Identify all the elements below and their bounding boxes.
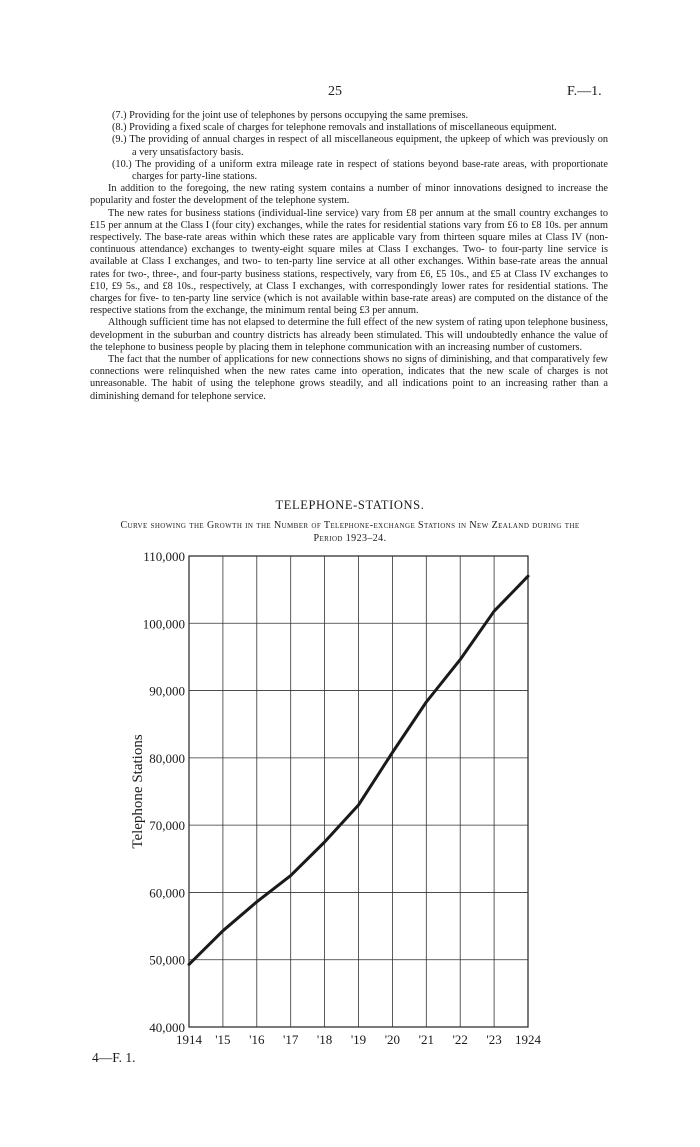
- paragraph: In addition to the foregoing, the new rating system contains a number of minor innovations designed to increase the popularity and foster the development of the telephone system.: [90, 183, 608, 207]
- x-tick-label: '21: [418, 1032, 434, 1047]
- x-tick-label: 1914: [176, 1032, 202, 1047]
- paragraph: The new rates for business stations (individual-line service) vary from £8 per annum at the small country exchanges to £15 per annum at the Class I (four city) exchanges, while the rates for residential stations vary from £6 to £8 10s. per annum respectively. The base-rate areas within which these rates are applicable vary from thirteen square miles at Class IV (non-continuous attendance) exchanges to twenty-eight square miles at Class I exchanges. Two- to four-party line service is available at Class I exchanges, and two- to ten-party line service at all other exchanges. Within base-rate areas the annual rates for two-, three-, and four-party business stations, respectively, vary from £6, £5 10s., and £5 at Class IV exchanges to £10, £9 5s., and £8 10s., respectively, at Class I exchanges, with correspondingly lower rates for residential stations. The charges for five- to ten-party line service (which is not available within base-rate areas) are computed on the distance of the respective stations from the exchange, the minimum rental being £3 per annum.: [90, 207, 608, 317]
- y-tick-label: 80,000: [149, 750, 185, 766]
- page-footer: 4—F. 1.: [92, 1050, 136, 1065]
- y-tick-label: 40,000: [149, 1020, 185, 1035]
- chart-caption: Curve showing the Growth in the Number of Telephone-exchange Stations in New Zealand during the Period 1923–24.: [120, 520, 580, 544]
- y-tick-label: 50,000: [149, 952, 185, 968]
- document-reference: F.—1.: [567, 84, 602, 99]
- y-tick-label: 70,000: [149, 818, 185, 834]
- list-item: (10.) The providing of a uniform extra mileage rate in respect of stations beyond base-rate areas, with proportionate charges for party-line stations.: [112, 158, 608, 183]
- x-tick-label: '17: [283, 1032, 299, 1047]
- y-tick-label: 110,000: [143, 549, 185, 564]
- list-item: (7.) Providing for the joint use of telephones by persons occupying the same premises.: [112, 110, 469, 121]
- section-title: TELEPHONE-STATIONS.: [275, 498, 425, 512]
- y-axis-label: Telephone Stations: [130, 734, 146, 849]
- paragraph: Although sufficient time has not elapsed to determine the full effect of the new system of rating upon telephone business, development in the suburban and country districts has already been stimulated. This will undoubtedly enhance the value of the telephone to business people by placing them in telephone communication with an increasing number of customers.: [90, 317, 608, 353]
- y-tick-label: 100,000: [142, 616, 185, 632]
- y-tick-label: 90,000: [149, 683, 185, 699]
- x-tick-label: '20: [384, 1032, 401, 1047]
- x-tick-label: '22: [452, 1032, 468, 1047]
- page-number: 25: [328, 84, 342, 99]
- x-tick-label: '18: [316, 1032, 333, 1047]
- list-item: (9.) The providing of annual charges in respect of all miscellaneous equipment, the upkeep of which was previously on a very unsatisfactory basis.: [112, 134, 609, 158]
- x-tick-label: '19: [350, 1032, 367, 1047]
- y-tick-label: 60,000: [149, 885, 185, 901]
- x-tick-label: '15: [215, 1032, 231, 1047]
- x-tick-label: '23: [486, 1032, 502, 1047]
- x-tick-label: 1924: [515, 1032, 541, 1047]
- list-item: (8.) Providing a fixed scale of charges for telephone removals and installations of miscellaneous equipment.: [112, 122, 557, 134]
- x-tick-label: '16: [249, 1032, 265, 1047]
- paragraph: The fact that the number of applications for new connections shows no signs of diminishing, and that comparatively few connections were relinquished when the new rates came into operation, indicates that the new scale of charges is not unreasonable. The habit of using the telephone grows steadily, and all indications point to an increasing rather than a diminishing demand for telephone service.: [90, 354, 608, 402]
